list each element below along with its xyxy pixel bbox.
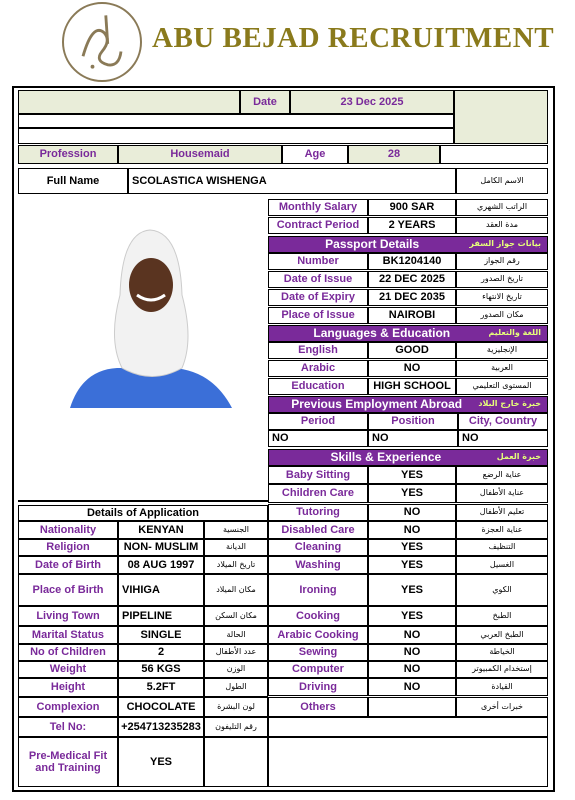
- application-row-label: Living Town: [18, 606, 118, 626]
- age-label: Age: [282, 145, 348, 164]
- skill-row-value: YES: [368, 574, 456, 606]
- full-name-ar: الاسم الكامل: [456, 168, 548, 194]
- application-title: Details of Application: [18, 505, 268, 521]
- language-row-ar: المستوى التعليمي: [456, 378, 548, 395]
- skills-blank-row-2: [268, 737, 548, 787]
- skill-row-label: Disabled Care: [268, 521, 368, 539]
- passport-row-value: BK1204140: [368, 253, 456, 270]
- application-row-value: SINGLE: [118, 626, 204, 644]
- application-row-value: 5.2FT: [118, 678, 204, 697]
- passport-row-value: 22 DEC 2025: [368, 271, 456, 288]
- header-corner-cell: [454, 90, 548, 144]
- language-row-label: English: [268, 342, 368, 359]
- application-row-value: NON- MUSLIM: [118, 539, 204, 556]
- application-row-ar: تاريخ الميلاد: [204, 556, 268, 574]
- profession-value: Housemaid: [118, 145, 282, 164]
- application-row-value: VIHIGA: [118, 574, 204, 606]
- skill-row-value: YES: [368, 466, 456, 484]
- skill-row-label: Cleaning: [268, 539, 368, 556]
- languages-section-title: Languages & Education: [313, 325, 451, 340]
- skill-row-label: Driving: [268, 678, 368, 696]
- skill-row-value: NO: [368, 626, 456, 644]
- employment-period-value: NO: [268, 430, 368, 447]
- passport-row-ar: مكان الصدور: [456, 307, 548, 324]
- skill-row-ar: عناية العجزة: [456, 521, 548, 539]
- skills-section-title-ar: خبرة العمل: [496, 452, 541, 462]
- language-row-label: Education: [268, 378, 368, 395]
- skill-row-value: YES: [368, 556, 456, 574]
- skill-row-ar: الكوي: [456, 574, 548, 606]
- skill-row-value: YES: [368, 539, 456, 556]
- languages-section-title-ar: اللغة والتعليم: [488, 328, 541, 338]
- salary-label: Monthly Salary: [268, 199, 368, 216]
- languages-section: [268, 325, 548, 342]
- language-row-value: HIGH SCHOOL: [368, 378, 456, 395]
- skill-row-value: NO: [368, 644, 456, 661]
- contract-period-label: Contract Period: [268, 217, 368, 234]
- application-row-label: Date of Birth: [18, 556, 118, 574]
- skill-row-ar: القيادة: [456, 678, 548, 696]
- header-blank-cell: [18, 90, 240, 114]
- age-value: 28: [348, 145, 440, 164]
- skill-row-ar: الخياطة: [456, 644, 548, 661]
- skill-row-ar: عناية الأطفال: [456, 484, 548, 503]
- skill-row-value: NO: [368, 521, 456, 539]
- date-value: 23 Dec 2025: [290, 90, 454, 114]
- skill-row-label: Others: [268, 697, 368, 717]
- passport-row-label: Place of Issue: [268, 307, 368, 324]
- language-row-ar: العربية: [456, 360, 548, 377]
- application-row-label: Marital Status: [18, 626, 118, 644]
- salary-value: 900 SAR: [368, 199, 456, 216]
- passport-row-value: 21 DEC 2035: [368, 289, 456, 306]
- skill-row-value: [368, 697, 456, 717]
- passport-section-title-ar: بيانات جواز السفر: [469, 239, 541, 249]
- skills-section-title: Skills & Experience: [330, 449, 442, 464]
- application-row-label: No of Children: [18, 644, 118, 661]
- skill-row-value: YES: [368, 606, 456, 626]
- header-blank-cell-2: [440, 145, 548, 164]
- application-row-value: KENYAN: [118, 521, 204, 539]
- application-row-label: Nationality: [18, 521, 118, 539]
- application-row-label: Religion: [18, 539, 118, 556]
- passport-row-ar: رقم الجواز: [456, 253, 548, 270]
- employment-col-period: Period: [268, 413, 368, 430]
- skill-row-ar: الغسيل: [456, 556, 548, 574]
- application-row-value: 08 AUG 1997: [118, 556, 204, 574]
- application-row-ar: الجنسية: [204, 521, 268, 539]
- header-blank-row: [18, 114, 454, 128]
- skill-row-value: NO: [368, 678, 456, 696]
- skill-row-label: Sewing: [268, 644, 368, 661]
- passport-row-value: NAIROBI: [368, 307, 456, 324]
- application-row-ar: مكان السكن: [204, 606, 268, 626]
- application-row-label: Pre-Medical Fit and Training: [18, 737, 118, 787]
- skills-section: [268, 449, 548, 466]
- language-row-label: Arabic: [268, 360, 368, 377]
- application-row-value: PIPELINE: [118, 606, 204, 626]
- application-row-label: Place of Birth: [18, 574, 118, 606]
- skill-row-ar: خبرات أخرى: [456, 697, 548, 717]
- passport-row-ar: تاريخ الصدور: [456, 271, 548, 288]
- employment-section-title-ar: خبرة خارج البلاد: [478, 399, 541, 409]
- candidate-photo: [22, 200, 268, 500]
- skill-row-ar: تعليم الأطفال: [456, 504, 548, 521]
- skill-row-label: Tutoring: [268, 504, 368, 521]
- full-name-label: Full Name: [18, 168, 128, 194]
- skill-row-label: Ironing: [268, 574, 368, 606]
- date-label: Date: [240, 90, 290, 114]
- passport-row-label: Date of Expiry: [268, 289, 368, 306]
- application-row-ar: [204, 737, 268, 787]
- skills-blank-row: [268, 717, 548, 737]
- application-row-ar: الحالة: [204, 626, 268, 644]
- passport-row-label: Date of Issue: [268, 271, 368, 288]
- contract-period-ar: مدة العقد: [456, 217, 548, 234]
- passport-row-ar: تاريخ الانتهاء: [456, 289, 548, 306]
- application-row-ar: مكان الميلاد: [204, 574, 268, 606]
- application-row-value: YES: [118, 737, 204, 787]
- photo-divider: [18, 500, 268, 502]
- passport-section-title: Passport Details: [325, 236, 420, 251]
- application-row-ar: الديانة: [204, 539, 268, 556]
- employment-position-value: NO: [368, 430, 458, 447]
- application-row-value: CHOCOLATE: [118, 697, 204, 717]
- skill-row-ar: الطبخ العربي: [456, 626, 548, 644]
- application-row-label: Height: [18, 678, 118, 697]
- application-row-ar: رقم التليفون: [204, 717, 268, 737]
- employment-section: [268, 396, 548, 413]
- passport-section: [268, 236, 548, 253]
- language-row-value: GOOD: [368, 342, 456, 359]
- skill-row-ar: التنظيف: [456, 539, 548, 556]
- skill-row-label: Children Care: [268, 484, 368, 503]
- employment-city-value: NO: [458, 430, 548, 447]
- employment-col-city: City, Country: [458, 413, 548, 430]
- skill-row-label: Computer: [268, 661, 368, 678]
- application-row-ar: الطول: [204, 678, 268, 697]
- employment-section-title: Previous Employment Abroad: [291, 396, 463, 411]
- header-blank-row-2: [18, 128, 454, 144]
- employment-col-position: Position: [368, 413, 458, 430]
- application-row-value: 2: [118, 644, 204, 661]
- skill-row-ar: الطبخ: [456, 606, 548, 626]
- language-row-value: NO: [368, 360, 456, 377]
- full-name-value: SCOLASTICA WISHENGA: [128, 168, 456, 194]
- company-name: ABU BEJAD RECRUITMENT: [152, 22, 555, 54]
- skill-row-value: NO: [368, 504, 456, 521]
- contract-period-value: 2 YEARS: [368, 217, 456, 234]
- skill-row-label: Baby Sitting: [268, 466, 368, 484]
- application-row-label: Weight: [18, 661, 118, 678]
- skill-row-ar: عناية الرضع: [456, 466, 548, 484]
- skill-row-label: Washing: [268, 556, 368, 574]
- application-row-label: Complexion: [18, 697, 118, 717]
- company-logo: [62, 2, 142, 82]
- profession-label: Profession: [18, 145, 118, 164]
- skill-row-label: Arabic Cooking: [268, 626, 368, 644]
- application-row-ar: الوزن: [204, 661, 268, 678]
- skill-row-ar: إستخدام الكمبيوتر: [456, 661, 548, 678]
- skill-row-value: YES: [368, 484, 456, 503]
- application-row-value: 56 KGS: [118, 661, 204, 678]
- application-row-value: +254713235283: [118, 717, 204, 737]
- skill-row-value: NO: [368, 661, 456, 678]
- application-row-ar: عدد الأطفال: [204, 644, 268, 661]
- application-row-label: Tel No:: [18, 717, 118, 737]
- passport-row-label: Number: [268, 253, 368, 270]
- skill-row-label: Cooking: [268, 606, 368, 626]
- language-row-ar: الإنجليزية: [456, 342, 548, 359]
- application-row-ar: لون البشرة: [204, 697, 268, 717]
- salary-ar: الراتب الشهري: [456, 199, 548, 216]
